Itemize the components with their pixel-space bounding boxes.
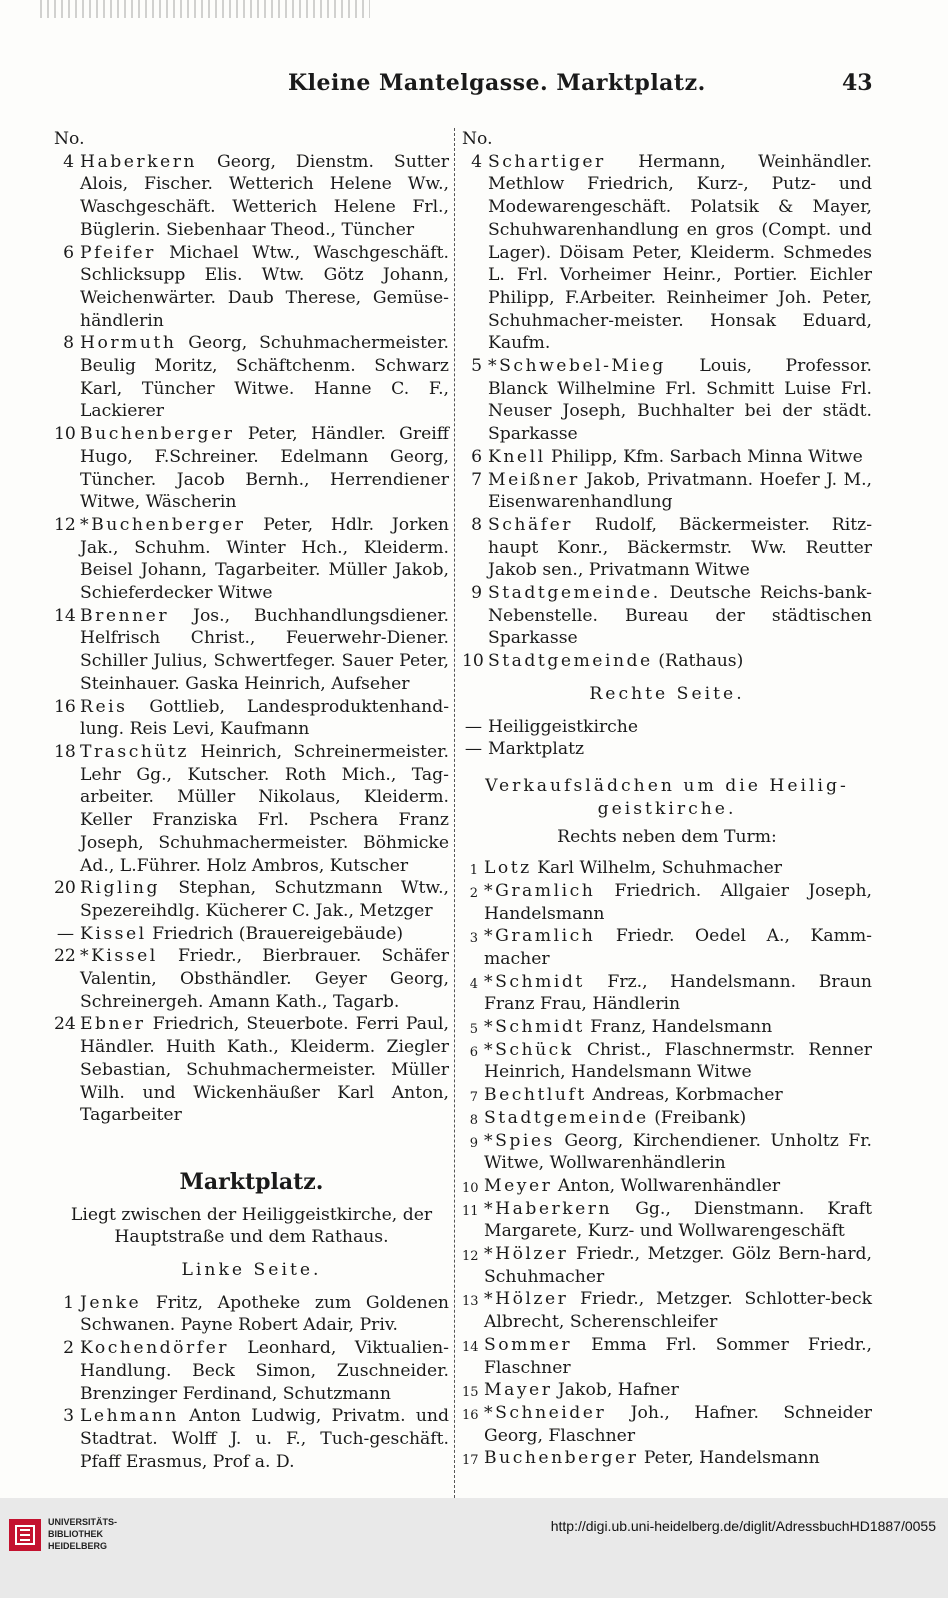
directory-entry bbox=[462, 1243, 872, 1288]
directory-entry bbox=[54, 242, 449, 333]
entry-details: Gottlieb, Landesproduktenhand-lung. Reis Levi, Kaufmann bbox=[80, 696, 450, 740]
house-number: — bbox=[56, 923, 74, 944]
house-number: 10 bbox=[462, 1180, 479, 1196]
resident-name: *Spies bbox=[484, 1130, 555, 1151]
directory-entry bbox=[462, 469, 872, 514]
house-number: 15 bbox=[462, 1385, 479, 1401]
column-divider bbox=[454, 128, 455, 1498]
entry-body bbox=[488, 355, 872, 446]
directory-entry bbox=[462, 514, 872, 582]
house-number: 14 bbox=[462, 1339, 479, 1355]
directory-entry bbox=[54, 877, 449, 922]
directory-entry bbox=[462, 1447, 872, 1470]
entry-details: (Freibank) bbox=[654, 1107, 747, 1128]
resident-name: Buchenberger bbox=[484, 1448, 639, 1469]
entry-body bbox=[80, 605, 449, 696]
entry-details: Jakob, Hafner bbox=[557, 1380, 679, 1401]
entry-body bbox=[80, 332, 449, 423]
section-intro: Liegt zwischen der Heiliggeistkirche, der Hauptstraße und dem Rathaus. bbox=[70, 1204, 433, 1248]
resident-name: Lehmann bbox=[80, 1406, 179, 1427]
resident-name: *Schmidt bbox=[484, 1017, 585, 1038]
entry-details: Andreas, Korbmacher bbox=[592, 1085, 783, 1106]
entry-body bbox=[484, 1084, 872, 1107]
entry-body bbox=[484, 857, 872, 880]
directory-entry bbox=[462, 151, 872, 355]
directory-entry bbox=[462, 880, 872, 925]
entry-details: Philipp, Kfm. Sarbach Minna Witwe bbox=[551, 446, 863, 467]
house-number: — bbox=[464, 739, 482, 760]
directory-entry bbox=[462, 716, 872, 739]
left-column bbox=[54, 128, 449, 1473]
directory-entry bbox=[462, 1107, 872, 1130]
house-number: 8 bbox=[469, 1112, 478, 1128]
resident-name: Kissel bbox=[80, 923, 147, 944]
resident-name: *Schwebel-Mieg bbox=[488, 356, 666, 377]
resident-name: Hormuth bbox=[80, 333, 177, 354]
entry-body bbox=[488, 151, 872, 355]
entry-body bbox=[484, 925, 872, 970]
directory-entry bbox=[462, 857, 872, 880]
entry-details: Emma Frl. Sommer Friedr., Flaschner bbox=[484, 1334, 872, 1378]
resident-name: Stadtgemeinde bbox=[488, 651, 653, 672]
landmark-list bbox=[462, 716, 872, 761]
entry-body bbox=[80, 1337, 449, 1405]
directory-entry bbox=[462, 355, 872, 446]
house-number: 14 bbox=[54, 605, 76, 626]
entry-details: Friedrich. Allgaier Joseph, Handelsmann bbox=[484, 880, 872, 924]
house-number: 13 bbox=[462, 1294, 479, 1310]
resident-name: Knell bbox=[488, 446, 546, 467]
house-number: 6 bbox=[63, 242, 74, 263]
library-logo bbox=[8, 1512, 126, 1562]
resident-name: Schartiger bbox=[488, 151, 606, 172]
resident-name: Bechtluft bbox=[484, 1085, 587, 1106]
house-number: 12 bbox=[462, 1249, 479, 1265]
entry-body bbox=[80, 1405, 449, 1473]
entry-details: Anton, Wollwarenhändler bbox=[557, 1175, 781, 1196]
house-number: 3 bbox=[63, 1406, 74, 1427]
entry-details: Anton Ludwig, Privatm. und Stadtrat. Wolff J. u. F., Tuch-geschäft. Pfaff Erasmus, Prof a. D. bbox=[80, 1406, 450, 1472]
marktplatz-left-entry-list bbox=[54, 1292, 449, 1474]
resident-name: Jenke bbox=[80, 1292, 142, 1313]
directory-entry bbox=[54, 1337, 449, 1405]
resident-name: Stadtgemeinde bbox=[484, 1107, 649, 1128]
house-number: 6 bbox=[469, 1044, 478, 1060]
resident-name: Kochendörfer bbox=[80, 1338, 229, 1359]
house-number: 4 bbox=[469, 976, 478, 992]
entry-details: Georg, Kirchendiener. Unholtz Fr. Witwe, Wollwarenhändlerin bbox=[484, 1130, 872, 1174]
entry-details: Joh., Hafner. Schneider Georg, Flaschner bbox=[484, 1402, 873, 1446]
directory-entry bbox=[462, 738, 872, 761]
entry-body bbox=[80, 741, 449, 877]
entry-body bbox=[484, 1243, 872, 1288]
entry-details: Fritz, Apotheke zum Goldenen Schwanen. Payne Robert Adair, Priv. bbox=[80, 1292, 449, 1336]
entry-details: Rudolf, Bäckermeister. Ritz-haupt Konr., Bäckermstr. Ww. Reutter Jakob sen., Privatmann Witwe bbox=[488, 514, 872, 581]
directory-entry bbox=[54, 514, 449, 605]
directory-entry bbox=[462, 1016, 872, 1039]
entry-body bbox=[484, 1288, 872, 1333]
right-side-heading: Rechte Seite. bbox=[589, 683, 745, 704]
directory-entry bbox=[54, 605, 449, 696]
entry-body bbox=[80, 423, 449, 514]
entry-details: Michael Wtw., Waschgeschäft. Schlicksupp Elis. Wtw. Götz Johann, Weichenwärter. Daub Therese, Gemüse-händlerin bbox=[80, 242, 449, 331]
entry-body bbox=[80, 923, 449, 946]
entry-details: Friedrich, Steuerbote. Ferri Paul, Händler. Huith Kath., Kleiderm. Ziegler Sebastian, Schuhmachermeister. Müller Wilh. und Wickenhäußer Karl Anton, Tagarbeiter bbox=[80, 1014, 449, 1126]
resident-name: *Schück bbox=[484, 1039, 574, 1060]
resident-name: Rigling bbox=[80, 878, 161, 899]
directory-entry bbox=[462, 1379, 872, 1402]
house-number: 12 bbox=[54, 514, 76, 535]
entry-details: Jos., Buchhandlungsdiener. Helfrisch Christ., Feuerwehr-Diener. Schiller Julius, Schwertfeger. Sauer Peter, Steinhauer. Gaska Heinrich, Aufseher bbox=[80, 605, 449, 694]
number-column-label: No. bbox=[54, 129, 85, 149]
entry-body bbox=[80, 514, 449, 605]
house-number: 9 bbox=[469, 1135, 478, 1151]
entry-body bbox=[488, 650, 872, 673]
house-number: 1 bbox=[469, 863, 478, 879]
house-number: 16 bbox=[462, 1407, 479, 1423]
directory-entry bbox=[54, 945, 449, 1013]
house-number: 2 bbox=[469, 885, 478, 901]
resident-name: Buchenberger bbox=[80, 424, 235, 445]
entry-body bbox=[80, 696, 449, 741]
house-number: 22 bbox=[54, 946, 76, 967]
entry-details: (Rathaus) bbox=[658, 651, 744, 672]
entry-details: Friedr., Bierbrauer. Schäfer Valentin, Obsthändler. Geyer Georg, Schreinergeh. Amann Kath., Tagarb. bbox=[80, 946, 449, 1012]
entry-body bbox=[488, 738, 872, 761]
resident-name: Stadtgemeinde. bbox=[488, 583, 661, 604]
booths-title: Verkaufslädchen um die Heilig-geistkirche. bbox=[485, 775, 849, 819]
resident-name: *Schmidt bbox=[484, 971, 585, 992]
library-logo-text: UNIVERSITÄTS- BIBLIOTHEK HEIDELBERG bbox=[48, 1517, 118, 1551]
entry-details: Friedrich (Brauereigebäude) bbox=[152, 923, 404, 944]
entry-details: Friedr., Metzger. Schlotter-beck Albrecht, Scherenschleifer bbox=[484, 1289, 872, 1333]
house-number: 18 bbox=[54, 741, 76, 762]
directory-entry bbox=[462, 925, 872, 970]
entry-details: Georg, Dienstm. Sutter Alois, Fischer. Wetterich Helene Ww., Waschgeschäft. Wetterich Helene Frl., Büglerin. Siebenhaar Theod., Tüncher bbox=[80, 151, 449, 240]
entry-body bbox=[484, 1016, 872, 1039]
directory-entry bbox=[54, 923, 449, 946]
house-number: 16 bbox=[54, 696, 76, 717]
entry-body bbox=[488, 716, 872, 739]
entry-body bbox=[484, 1039, 872, 1084]
source-url-link[interactable]: http://digi.ub.uni-heidelberg.de/diglit/AdressbuchHD1887/0055 bbox=[550, 1518, 936, 1534]
house-number: — bbox=[464, 716, 482, 737]
house-number: 7 bbox=[469, 1090, 478, 1106]
number-column-label: No. bbox=[462, 129, 493, 149]
resident-name: *Hölzer bbox=[484, 1289, 569, 1310]
directory-entry bbox=[462, 1288, 872, 1333]
print-speckle-decoration bbox=[40, 0, 370, 18]
house-number: 5 bbox=[471, 356, 482, 377]
house-number: 9 bbox=[471, 583, 482, 604]
resident-name: *Hölzer bbox=[484, 1244, 569, 1265]
resident-name: Mayer bbox=[484, 1380, 553, 1401]
house-number: 3 bbox=[469, 931, 478, 947]
entry-details: Frz., Handelsmann. Braun Franz Frau, Händlerin bbox=[484, 971, 872, 1015]
section-title: Marktplatz. bbox=[179, 1168, 324, 1195]
entry-details: Franz, Handelsmann bbox=[590, 1017, 773, 1038]
page-title: Kleine Mantelgasse. Marktplatz. bbox=[288, 70, 706, 96]
resident-name: Sommer bbox=[484, 1334, 573, 1355]
house-number: 10 bbox=[462, 651, 484, 672]
entry-details: Gg., Dienstmann. Kraft Margarete, Kurz- und Wollwarengeschäft bbox=[484, 1198, 872, 1242]
directory-entry bbox=[462, 446, 872, 469]
entry-body bbox=[484, 1107, 872, 1130]
directory-entry bbox=[462, 1130, 872, 1175]
house-number: 1 bbox=[63, 1292, 74, 1313]
entry-body bbox=[80, 1292, 449, 1337]
entry-details: Heiliggeistkirche bbox=[488, 716, 639, 737]
entry-body bbox=[80, 242, 449, 333]
house-number: 2 bbox=[63, 1338, 74, 1359]
entry-body bbox=[484, 1447, 872, 1470]
entry-details: Christ., Flaschnermstr. Renner Heinrich, Handelsmann Witwe bbox=[484, 1039, 872, 1083]
resident-name: Haberkern bbox=[80, 151, 197, 172]
entry-body bbox=[484, 1175, 872, 1198]
resident-name: Pfeifer bbox=[80, 242, 156, 263]
footer-bar bbox=[0, 1498, 948, 1598]
directory-entry bbox=[54, 332, 449, 423]
entry-details: Jakob, Privatmann. Hoefer J. M., Eisenwarenhandlung bbox=[488, 469, 873, 513]
left-side-heading: Linke Seite. bbox=[181, 1260, 322, 1281]
resident-name: Meißner bbox=[488, 469, 580, 490]
directory-entry bbox=[462, 1402, 872, 1447]
entry-details: Karl Wilhelm, Schuhmacher bbox=[537, 858, 783, 879]
resident-name: Traschütz bbox=[80, 741, 189, 762]
house-number: 6 bbox=[471, 446, 482, 467]
house-number: 7 bbox=[471, 469, 482, 490]
directory-entry bbox=[54, 1405, 449, 1473]
directory-entry bbox=[462, 582, 872, 650]
directory-entry bbox=[54, 1013, 449, 1127]
directory-entry bbox=[462, 650, 872, 673]
entry-body bbox=[484, 1334, 872, 1379]
directory-entry bbox=[462, 1198, 872, 1243]
resident-name: Reis bbox=[80, 696, 128, 717]
resident-name: *Kissel bbox=[80, 946, 158, 967]
booth-entry-list bbox=[462, 857, 872, 1470]
left-entry-list bbox=[54, 151, 449, 1127]
entry-body bbox=[80, 151, 449, 242]
directory-entry bbox=[54, 151, 449, 242]
entry-details: Heinrich, Schreinermeister. Lehr Gg., Kutscher. Roth Mich., Tag-arbeiter. Müller Nikolaus, Kleiderm. Keller Franziska Frl. Pschera Franz Joseph, Schuhmachermeister. Böhmicke Ad., L.Führer. Holz Ambros, Kutscher bbox=[80, 741, 450, 876]
entry-details: Stephan, Schutzmann Wtw., Spezereihdlg. Kücherer C. Jak., Metzger bbox=[80, 878, 449, 921]
entry-body bbox=[80, 945, 449, 1013]
entry-body bbox=[484, 1379, 872, 1402]
resident-name: *Gramlich bbox=[484, 880, 596, 901]
house-number: 11 bbox=[462, 1203, 479, 1219]
directory-entry bbox=[54, 1292, 449, 1337]
directory-entry bbox=[462, 1175, 872, 1198]
entry-body bbox=[484, 880, 872, 925]
entry-details: Peter, Hdlr. Jorken Jak., Schuhm. Winter Hch., Kleiderm. Beisel Johann, Tagarbeiter. Müller Jakob, Schieferdecker Witwe bbox=[80, 514, 449, 604]
house-number: 8 bbox=[63, 333, 74, 354]
house-number: 10 bbox=[54, 424, 76, 445]
entry-body bbox=[484, 971, 872, 1016]
entry-body bbox=[488, 446, 872, 469]
entry-details: Louis, Professor. Blanck Wilhelmine Frl. Schmitt Luise Frl. Neuser Joseph, Buchhalter bei der städt. Sparkasse bbox=[488, 356, 872, 445]
resident-name: Lotz bbox=[484, 858, 532, 879]
booths-subheading: Rechts neben dem Turm: bbox=[557, 827, 777, 848]
house-number: 5 bbox=[469, 1022, 478, 1038]
resident-name: *Haberkern bbox=[484, 1198, 613, 1219]
directory-entry bbox=[462, 1039, 872, 1084]
library-seal-icon bbox=[8, 1518, 42, 1552]
entry-details: Peter, Händler. Greiff Hugo, F.Schreiner. Edelmann Georg, Tüncher. Jacob Bernh., Herrendiener Witwe, Wäscherin bbox=[80, 424, 449, 513]
directory-entry bbox=[462, 971, 872, 1016]
house-number: 24 bbox=[54, 1014, 76, 1035]
right-entry-list bbox=[462, 151, 872, 673]
entry-details: Leonhard, Viktualien-Handlung. Beck Simon, Zuschneider. Brenzinger Ferdinand, Schutzmann bbox=[80, 1338, 449, 1404]
directory-entry bbox=[54, 696, 449, 741]
resident-name: Meyer bbox=[484, 1175, 553, 1196]
entry-details: Deutsche Reichs-bank-Nebenstelle. Bureau der städtischen Sparkasse bbox=[488, 583, 872, 649]
entry-details: Marktplatz bbox=[488, 739, 585, 760]
resident-name: Brenner bbox=[80, 605, 170, 626]
directory-entry bbox=[462, 1334, 872, 1379]
entry-details: Georg, Schuhmachermeister. Beulig Moritz, Schäftchenm. Schwarz Karl, Tüncher Witwe. Hanne C. F., Lackierer bbox=[80, 333, 449, 422]
entry-details: Peter, Handelsmann bbox=[643, 1448, 820, 1469]
house-number: 4 bbox=[63, 151, 74, 172]
entry-body bbox=[80, 877, 449, 922]
entry-body bbox=[484, 1402, 872, 1447]
resident-name: Schäfer bbox=[488, 514, 573, 535]
entry-details: Friedr. Oedel A., Kamm-macher bbox=[484, 926, 872, 969]
entry-body bbox=[484, 1198, 872, 1243]
entry-body bbox=[80, 1013, 449, 1127]
house-number: 4 bbox=[471, 151, 482, 172]
directory-entry bbox=[54, 741, 449, 877]
entry-body bbox=[488, 582, 872, 650]
page-header bbox=[0, 68, 948, 104]
house-number: 17 bbox=[462, 1453, 479, 1469]
directory-entry bbox=[462, 1084, 872, 1107]
house-number: 20 bbox=[54, 878, 76, 899]
entry-body bbox=[484, 1130, 872, 1175]
entry-body bbox=[488, 514, 872, 582]
entry-details: Hermann, Weinhändler. Methlow Friedrich, Kurz-, Putz- und Modewarengeschäft. Polatsik & Mayer, Schuhwarenhandlung en gros (Compt. und Lager). Döisam Peter, Kleiderm. Schmedes L. Frl. Vorheimer Heinr., Portier. Eichler Philipp, F.Arbeiter. Reinheimer Joh. Peter, Schuhmacher-meister. Honsak Eduard, Kaufm. bbox=[488, 151, 872, 354]
directory-entry bbox=[54, 423, 449, 514]
right-column bbox=[462, 128, 872, 1470]
resident-name: *Buchenberger bbox=[80, 514, 246, 535]
resident-name: Ebner bbox=[80, 1014, 146, 1035]
resident-name: *Gramlich bbox=[484, 926, 596, 947]
entry-body bbox=[488, 469, 872, 514]
resident-name: *Schneider bbox=[484, 1402, 607, 1423]
page-number: 43 bbox=[842, 70, 873, 96]
house-number: 8 bbox=[471, 514, 482, 535]
entry-details: Friedr., Metzger. Gölz Bern-hard, Schuhmacher bbox=[484, 1244, 872, 1287]
